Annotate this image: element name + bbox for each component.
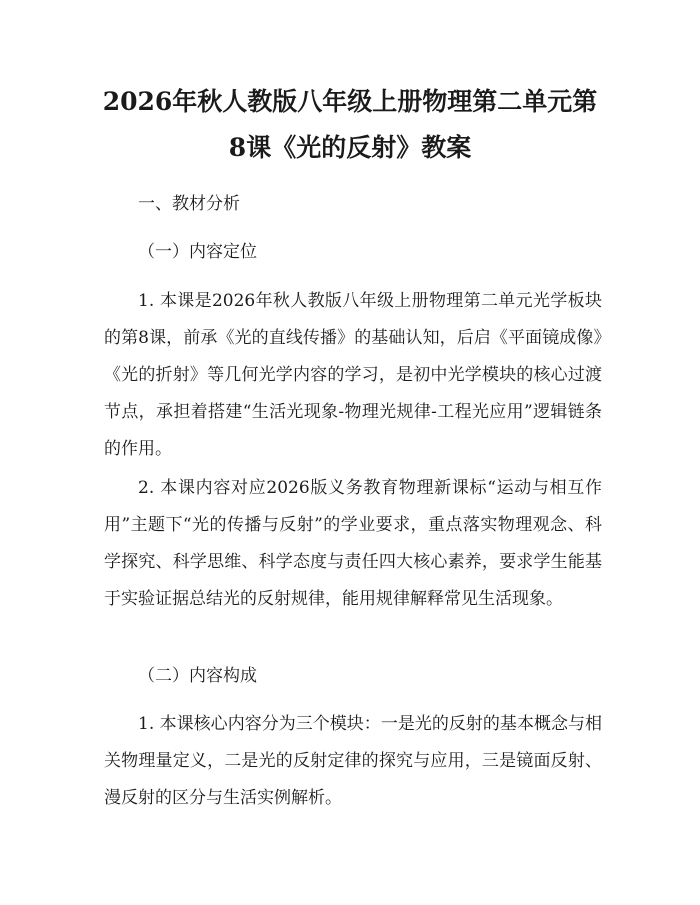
document-title-line-2: 8课《光的反射》教案 (228, 133, 472, 162)
subsection-heading-content-composition: （二）内容构成 (138, 666, 257, 686)
document-title-line-1: 2026年秋人教版八年级上册物理第二单元第 (102, 87, 598, 116)
subsection-heading-content-positioning: （一）内容定位 (138, 242, 257, 262)
paragraph-3: 1. 本课核心内容分为三个模块：一是光的反射的基本概念与相关物理量定义，二是光的反射定律的探究与应用，三是镜面反射、漫反射的区分与生活实例解析。 (104, 714, 602, 808)
paragraph-2: 2. 本课内容对应2026版义务教育物理新课标“运动与相互作用”主题下“光的传播与反射”的学业要求，重点落实物理观念、科学探究、科学思维、科学态度与责任四大核心素养，要求学生能基于实验证据总结光的反射规律，能用规律解释常见生活现象。 (104, 478, 602, 609)
paragraph-1: 1. 本课是2026年秋人教版八年级上册物理第二单元光学板块的第8课，前承《光的直线传播》的基础认知，后启《平面镜成像》《光的折射》等几何光学内容的学习，是初中光学模块的核心过渡节点，承担着搭建“生活光现象-物理光规律-工程光应用”逻辑链条的作用。 (104, 291, 602, 459)
section-heading-textbook-analysis: 一、教材分析 (138, 194, 240, 214)
